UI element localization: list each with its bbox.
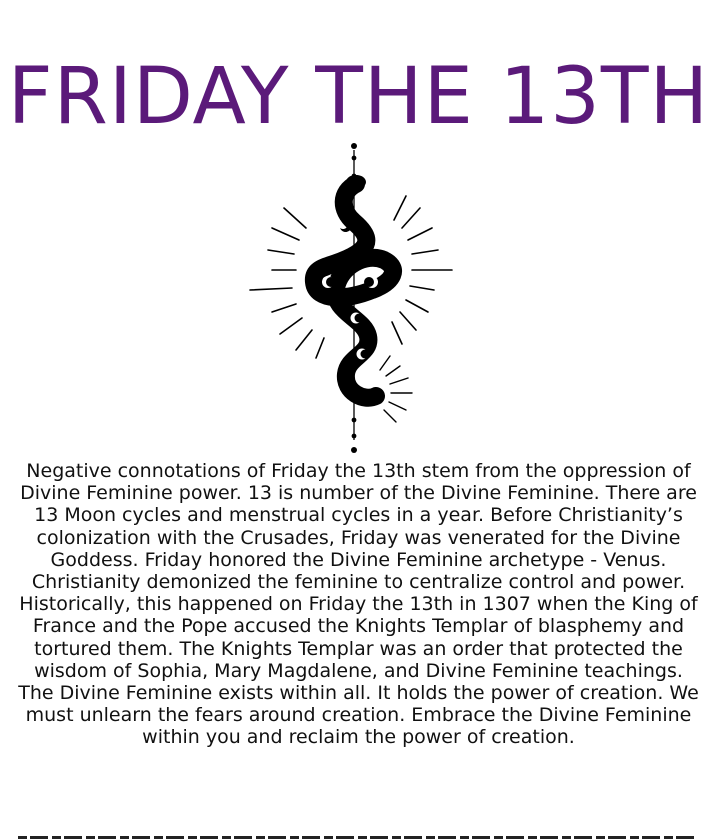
cutoff-text-line bbox=[18, 828, 698, 839]
article-paragraph: Negative connotations of Friday the 13th stem from the oppression of Divine Feminine power. 13 is number of the Divine Feminine. There are 13 Moon cycles and menstrual cycles in a year. Before Christianity’s colonization with the Crusades, Friday was venerated for the Divine Goddess. Friday honored the Divine Feminine archetype - Venus. Christianity demonized the feminine to centralize control and power. Historically, this happened on Friday the 13th in 1307 when the King of France and the Pope accused the Knights Templar of blasphemy and tortured them. The Knights Templar was an order that protected the wisdom of Sophia, Mary Magdalene, and Divine Feminine teachings. The Divine Feminine exists within all. It holds the power of creation. We must unlearn the fears around creation. Embrace the Divine Feminine within you and reclaim the power of creation. bbox=[18, 460, 699, 749]
page-title: FRIDAY THE 13TH bbox=[7, 52, 710, 142]
serpent-icon bbox=[244, 140, 464, 458]
